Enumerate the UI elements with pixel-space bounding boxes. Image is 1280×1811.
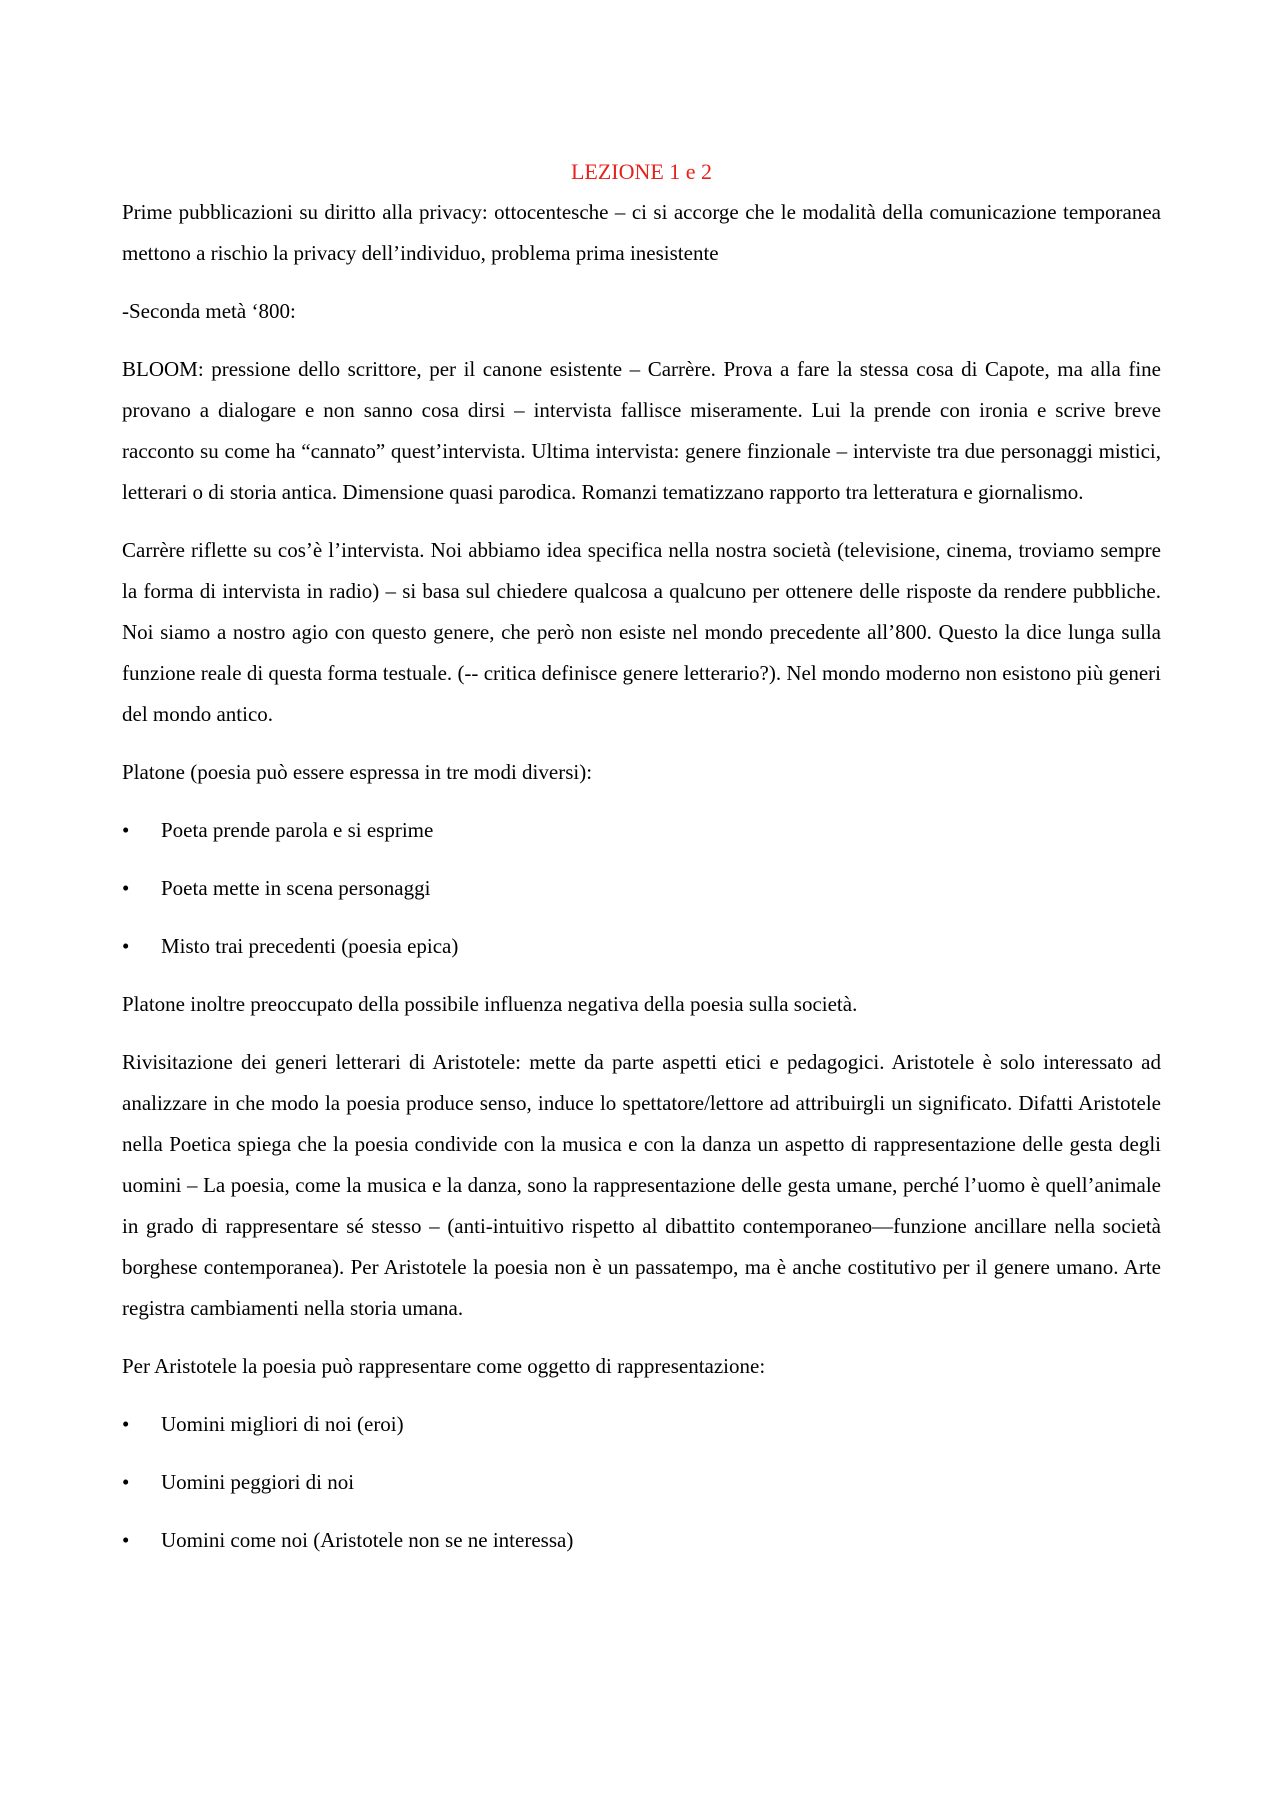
bullet-glyph: • [122,934,130,958]
paragraph-platone-influenza: Platone inoltre preoccupato della possibile influenza negativa della poesia sulla società. [122,992,858,1016]
paragraph-aristotele: Rivisitazione dei generi letterari di Aristotele: mette da parte aspetti etici e pedagogici. Aristotele è solo interessato ad analizzare in che modo la poesia produce senso, induce lo spettatore/lettore ad attribuirgli un significato. Difatti Aristotele nella Poetica spiega che la poesia condivide con la musica e con la danza un aspetto di rappresentazione delle gesta degli uomini – La poesia, come la musica e la danza, sono la rappresentazione delle gesta umane, perché l’uomo è quell’animale in grado di rappresentare sé stesso – (anti-intuitivo rispetto al dibattito contemporaneo—funzione ancillare nella società borghese contemporanea). Per Aristotele la poesia non è un passatempo, ma è anche costitutivo per il genere umano. Arte registra cambiamenti nella storia umana. [122,1050,1161,1320]
list-item [122,1462,1161,1503]
list-item-text: Misto trai precedenti (poesia epica) [161,934,459,958]
bullet-glyph: • [122,818,130,842]
bullet-glyph: • [122,1470,130,1494]
bullet-glyph: • [122,1528,130,1552]
paragraph-bloom: BLOOM: pressione dello scrittore, per il canone esistente – Carrère. Prova a fare la stessa cosa di Capote, ma alla fine provano a dialogare e non sanno cosa dirsi – intervista fallisce miseramente. Lui la prende con ironia e scrive breve racconto su come ha “cannato” quest’intervista. Ultima intervista: genere finzionale – interviste tra due personaggi mistici, letterari o di storia antica. Dimensione quasi parodica. Romanzi tematizzano rapporto tra letteratura e giornalismo. [122,357,1161,504]
list-item-text: Poeta mette in scena personaggi [161,876,431,900]
paragraph-platone-intro: Platone (poesia può essere espressa in tre modi diversi): [122,760,593,784]
list-item-text: Poeta prende parola e si esprime [161,818,434,842]
list-item [122,810,1161,851]
list-item-text: Uomini come noi (Aristotele non se ne interessa) [161,1528,574,1552]
bullet-glyph: • [122,1412,130,1436]
list-item [122,1520,1161,1561]
list-item [122,868,1161,909]
list-item [122,1404,1161,1445]
paragraph-privacy: Prime pubblicazioni su diritto alla privacy: ottocentesche – ci si accorge che le modalità della comunicazione temporanea mettono a rischio la privacy dell’individuo, problema prima inesistente [122,200,1161,265]
page-title: LEZIONE 1 e 2 [570,159,713,184]
paragraph-aristotele-oggetto: Per Aristotele la poesia può rappresentare come oggetto di rappresentazione: [122,1354,766,1378]
list-item-text: Uomini peggiori di noi [161,1470,355,1494]
paragraph-seconda-meta: -Seconda metà ‘800: [122,299,296,323]
list-platone [122,810,1161,967]
list-aristotele [122,1404,1161,1561]
bullet-glyph: • [122,876,130,900]
list-item-text: Uomini migliori di noi (eroi) [161,1412,404,1436]
paragraph-carrere: Carrère riflette su cos’è l’intervista. Noi abbiamo idea specifica nella nostra società (televisione, cinema, troviamo sempre la forma di intervista in radio) – si basa sul chiedere qualcosa a qualcuno per ottenere delle risposte da rendere pubbliche. Noi siamo a nostro agio con questo genere, che però non esiste nel mondo precedente all’800. Questo la dice lunga sulla funzione reale di questa forma testuale. (-- critica definisce genere letterario?). Nel mondo moderno non esistono più generi del mondo antico. [122,538,1161,726]
list-item [122,926,1161,967]
